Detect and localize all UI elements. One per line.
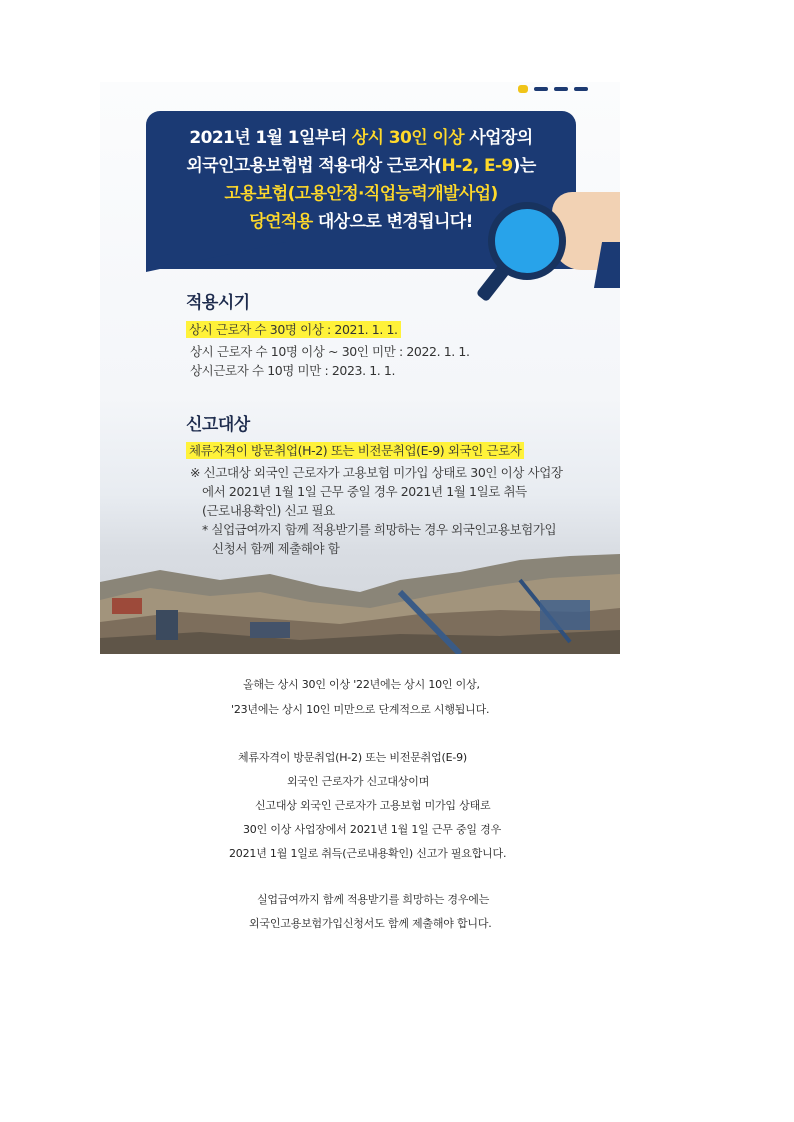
body-para1-line2: '23년에는 상시 10인 미만으로 단계적으로 시행됩니다. xyxy=(231,703,490,716)
body-para2-line3: 신고대상 외국인 근로자가 고용보험 미가입 상태로 xyxy=(255,799,491,812)
target-highlight: 체류자격이 방문취업(H-2) 또는 비전문취업(E-9) 외국인 근로자 xyxy=(186,441,524,459)
logo-mark xyxy=(518,84,588,94)
body-para3-line2: 외국인고용보험가입신청서도 함께 제출해야 합니다. xyxy=(249,917,492,930)
body-para1-line1: 올해는 상시 30인 이상 '22년에는 상시 10인 이상, xyxy=(243,678,480,691)
quarry-landscape-illustration xyxy=(100,552,620,654)
headline-line-2: 외국인고용보험법 적용대상 근로자(H-2, E-9)는 xyxy=(186,156,536,176)
target-note-4: * 실업급여까지 함께 적용받기를 희망하는 경우 외국인고용보험가입 xyxy=(202,522,557,537)
body-para2-line4: 30인 이상 사업장에서 2021년 1월 1일 근무 중일 경우 xyxy=(243,823,502,836)
target-note-3: (근로내용확인) 신고 필요 xyxy=(202,503,335,518)
section-title-schedule: 적용시기 xyxy=(186,293,250,313)
target-note-5: 신청서 함께 제출해야 함 xyxy=(212,541,340,556)
schedule-line-1: 상시 근로자 수 10명 이상 ~ 30인 미만 : 2022. 1. 1. xyxy=(190,344,470,359)
body-para3-line1: 실업급여까지 함께 적용받기를 희망하는 경우에는 xyxy=(257,893,490,906)
body-para2-line2: 외국인 근로자가 신고대상이며 xyxy=(287,775,430,788)
section-title-target: 신고대상 xyxy=(186,415,250,435)
schedule-line-2: 상시근로자 수 10명 미만 : 2023. 1. 1. xyxy=(190,363,396,378)
target-note-2: 에서 2021년 1월 1일 근무 중일 경우 2021년 1월 1일로 취득 xyxy=(202,484,527,499)
notice-poster xyxy=(100,82,620,654)
headline-line-4: 당연적용 대상으로 변경됩니다! xyxy=(249,212,473,232)
magnifier-icon xyxy=(488,202,566,280)
target-note-1: ※ 신고대상 외국인 근로자가 고용보험 미가입 상태로 30인 이상 사업장 xyxy=(190,465,563,480)
headline-line-3: 고용보험(고용안정·직업능력개발사업) xyxy=(224,184,498,204)
body-para2-line5: 2021년 1월 1일로 취득(근로내용확인) 신고가 필요합니다. xyxy=(229,847,507,860)
schedule-highlight: 상시 근로자 수 30명 이상 : 2021. 1. 1. xyxy=(186,320,401,338)
headline-line-1: 2021년 1월 1일부터 상시 30인 이상 사업장의 xyxy=(189,128,533,148)
body-para2-line1: 체류자격이 방문취업(H-2) 또는 비전문취업(E-9) xyxy=(238,751,468,764)
